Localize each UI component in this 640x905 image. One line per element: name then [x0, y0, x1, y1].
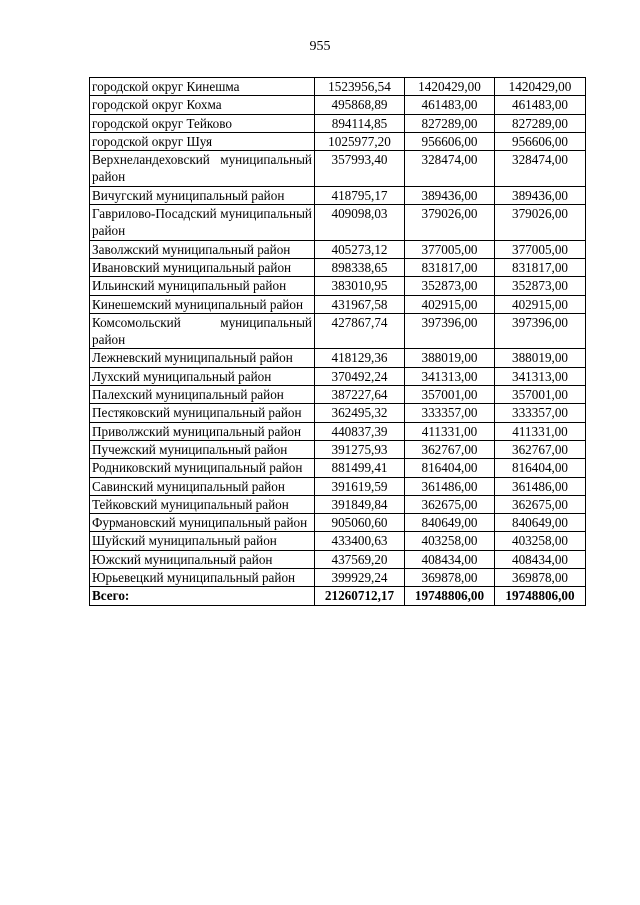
table-row: [90, 440, 586, 458]
district-name-cell: городской округ Кохма: [90, 96, 315, 114]
value-1-cell: 357993,40: [315, 151, 405, 187]
district-name-cell: Шуйский муниципальный район: [90, 532, 315, 550]
table-row: [90, 532, 586, 550]
district-name-cell: Родниковский муниципальный район: [90, 459, 315, 477]
value-3-cell: 362675,00: [495, 495, 586, 513]
value-1-cell: 383010,95: [315, 277, 405, 295]
value-3-cell: 379026,00: [495, 205, 586, 241]
table-row: [90, 514, 586, 532]
value-1-cell: 437569,20: [315, 550, 405, 568]
value-3-cell: 397396,00: [495, 313, 586, 349]
value-1-cell: 362495,32: [315, 404, 405, 422]
table-row: [90, 422, 586, 440]
value-2-cell: 840649,00: [405, 514, 495, 532]
value-3-cell: 333357,00: [495, 404, 586, 422]
value-2-cell: 827289,00: [405, 114, 495, 132]
value-2-cell: 362767,00: [405, 440, 495, 458]
district-name-cell: Приволжский муниципальный район: [90, 422, 315, 440]
value-2-cell: 361486,00: [405, 477, 495, 495]
district-name-cell: Лежневский муниципальный район: [90, 349, 315, 367]
value-2-cell: 816404,00: [405, 459, 495, 477]
value-1-cell: 881499,41: [315, 459, 405, 477]
table-row: [90, 404, 586, 422]
value-3-cell: 341313,00: [495, 367, 586, 385]
value-2-cell: 388019,00: [405, 349, 495, 367]
table-row: [90, 240, 586, 258]
value-2-cell: 369878,00: [405, 569, 495, 587]
value-2-cell: 377005,00: [405, 240, 495, 258]
value-3-cell: 816404,00: [495, 459, 586, 477]
value-3-cell: 461483,00: [495, 96, 586, 114]
table-row: [90, 349, 586, 367]
value-2-cell: 402915,00: [405, 295, 495, 313]
value-2-cell: 1420429,00: [405, 78, 495, 96]
value-3-cell: 956606,00: [495, 132, 586, 150]
table-row: [90, 151, 586, 187]
district-name-cell: Пестяковский муниципальный район: [90, 404, 315, 422]
table-row: [90, 132, 586, 150]
value-2-cell: 362675,00: [405, 495, 495, 513]
value-1-cell: 418795,17: [315, 186, 405, 204]
value-1-cell: 433400,63: [315, 532, 405, 550]
district-name-cell: городской округ Шуя: [90, 132, 315, 150]
value-2-cell: 328474,00: [405, 151, 495, 187]
value-1-cell: 431967,58: [315, 295, 405, 313]
table-row: [90, 495, 586, 513]
value-1-cell: 405273,12: [315, 240, 405, 258]
district-name-cell: Заволжский муниципальный район: [90, 240, 315, 258]
district-name-cell: Ильинский муниципальный район: [90, 277, 315, 295]
value-3-cell: 362767,00: [495, 440, 586, 458]
value-3-cell: 1420429,00: [495, 78, 586, 96]
district-name-cell: Лухский муниципальный район: [90, 367, 315, 385]
table-row: [90, 569, 586, 587]
table-row: [90, 78, 586, 96]
value-2-cell: 357001,00: [405, 386, 495, 404]
district-name-cell: Южский муниципальный район: [90, 550, 315, 568]
value-3-cell: 402915,00: [495, 295, 586, 313]
total-value-1-cell: 21260712,17: [315, 587, 405, 605]
total-value-3-cell: 19748806,00: [495, 587, 586, 605]
table-row: [90, 313, 586, 349]
table-row: [90, 205, 586, 241]
total-label-cell: Всего:: [90, 587, 315, 605]
value-2-cell: 411331,00: [405, 422, 495, 440]
value-1-cell: 495868,89: [315, 96, 405, 114]
value-1-cell: 387227,64: [315, 386, 405, 404]
value-1-cell: 894114,85: [315, 114, 405, 132]
table-row: [90, 295, 586, 313]
value-2-cell: 831817,00: [405, 258, 495, 276]
table-row: [90, 550, 586, 568]
value-3-cell: 377005,00: [495, 240, 586, 258]
district-name-cell: Комсомольский муниципальный район: [90, 313, 315, 349]
value-3-cell: 403258,00: [495, 532, 586, 550]
value-1-cell: 370492,24: [315, 367, 405, 385]
page-number: 955: [309, 39, 331, 54]
value-3-cell: 388019,00: [495, 349, 586, 367]
value-1-cell: 391275,93: [315, 440, 405, 458]
value-1-cell: 427867,74: [315, 313, 405, 349]
total-row: [90, 587, 586, 605]
value-3-cell: 328474,00: [495, 151, 586, 187]
table-row: [90, 114, 586, 132]
table-row: [90, 96, 586, 114]
table-row: [90, 277, 586, 295]
district-name-cell: Фурмановский муниципальный район: [90, 514, 315, 532]
value-3-cell: 352873,00: [495, 277, 586, 295]
value-1-cell: 418129,36: [315, 349, 405, 367]
value-2-cell: 333357,00: [405, 404, 495, 422]
table-row: [90, 477, 586, 495]
table-body: [90, 78, 586, 606]
value-1-cell: 399929,24: [315, 569, 405, 587]
district-name-cell: Юрьевецкий муниципальный район: [90, 569, 315, 587]
value-1-cell: 409098,03: [315, 205, 405, 241]
value-1-cell: 391849,84: [315, 495, 405, 513]
table-row: [90, 258, 586, 276]
value-3-cell: 840649,00: [495, 514, 586, 532]
table-row: [90, 459, 586, 477]
value-3-cell: 827289,00: [495, 114, 586, 132]
value-3-cell: 389436,00: [495, 186, 586, 204]
district-name-cell: Верхнеландеховский муниципальный район: [90, 151, 315, 187]
value-2-cell: 403258,00: [405, 532, 495, 550]
district-name-cell: Палехский муниципальный район: [90, 386, 315, 404]
table-row: [90, 367, 586, 385]
value-2-cell: 352873,00: [405, 277, 495, 295]
value-3-cell: 361486,00: [495, 477, 586, 495]
value-2-cell: 341313,00: [405, 367, 495, 385]
value-2-cell: 389436,00: [405, 186, 495, 204]
value-1-cell: 905060,60: [315, 514, 405, 532]
value-1-cell: 1523956,54: [315, 78, 405, 96]
value-1-cell: 440837,39: [315, 422, 405, 440]
table-row: [90, 186, 586, 204]
value-2-cell: 461483,00: [405, 96, 495, 114]
district-name-cell: Кинешемский муниципальный район: [90, 295, 315, 313]
district-name-cell: Пучежский муниципальный район: [90, 440, 315, 458]
value-2-cell: 956606,00: [405, 132, 495, 150]
table-row: [90, 386, 586, 404]
district-name-cell: Савинский муниципальный район: [90, 477, 315, 495]
value-1-cell: 391619,59: [315, 477, 405, 495]
value-3-cell: 411331,00: [495, 422, 586, 440]
total-value-2-cell: 19748806,00: [405, 587, 495, 605]
value-1-cell: 1025977,20: [315, 132, 405, 150]
district-name-cell: Гаврилово-Посадский муниципальный район: [90, 205, 315, 241]
value-2-cell: 397396,00: [405, 313, 495, 349]
value-2-cell: 379026,00: [405, 205, 495, 241]
value-3-cell: 369878,00: [495, 569, 586, 587]
district-name-cell: городской округ Кинешма: [90, 78, 315, 96]
value-3-cell: 357001,00: [495, 386, 586, 404]
district-name-cell: Вичугский муниципальный район: [90, 186, 315, 204]
value-3-cell: 831817,00: [495, 258, 586, 276]
value-2-cell: 408434,00: [405, 550, 495, 568]
value-1-cell: 898338,65: [315, 258, 405, 276]
district-name-cell: городской округ Тейково: [90, 114, 315, 132]
budget-table: [89, 77, 586, 606]
district-name-cell: Тейковский муниципальный район: [90, 495, 315, 513]
district-name-cell: Ивановский муниципальный район: [90, 258, 315, 276]
value-3-cell: 408434,00: [495, 550, 586, 568]
